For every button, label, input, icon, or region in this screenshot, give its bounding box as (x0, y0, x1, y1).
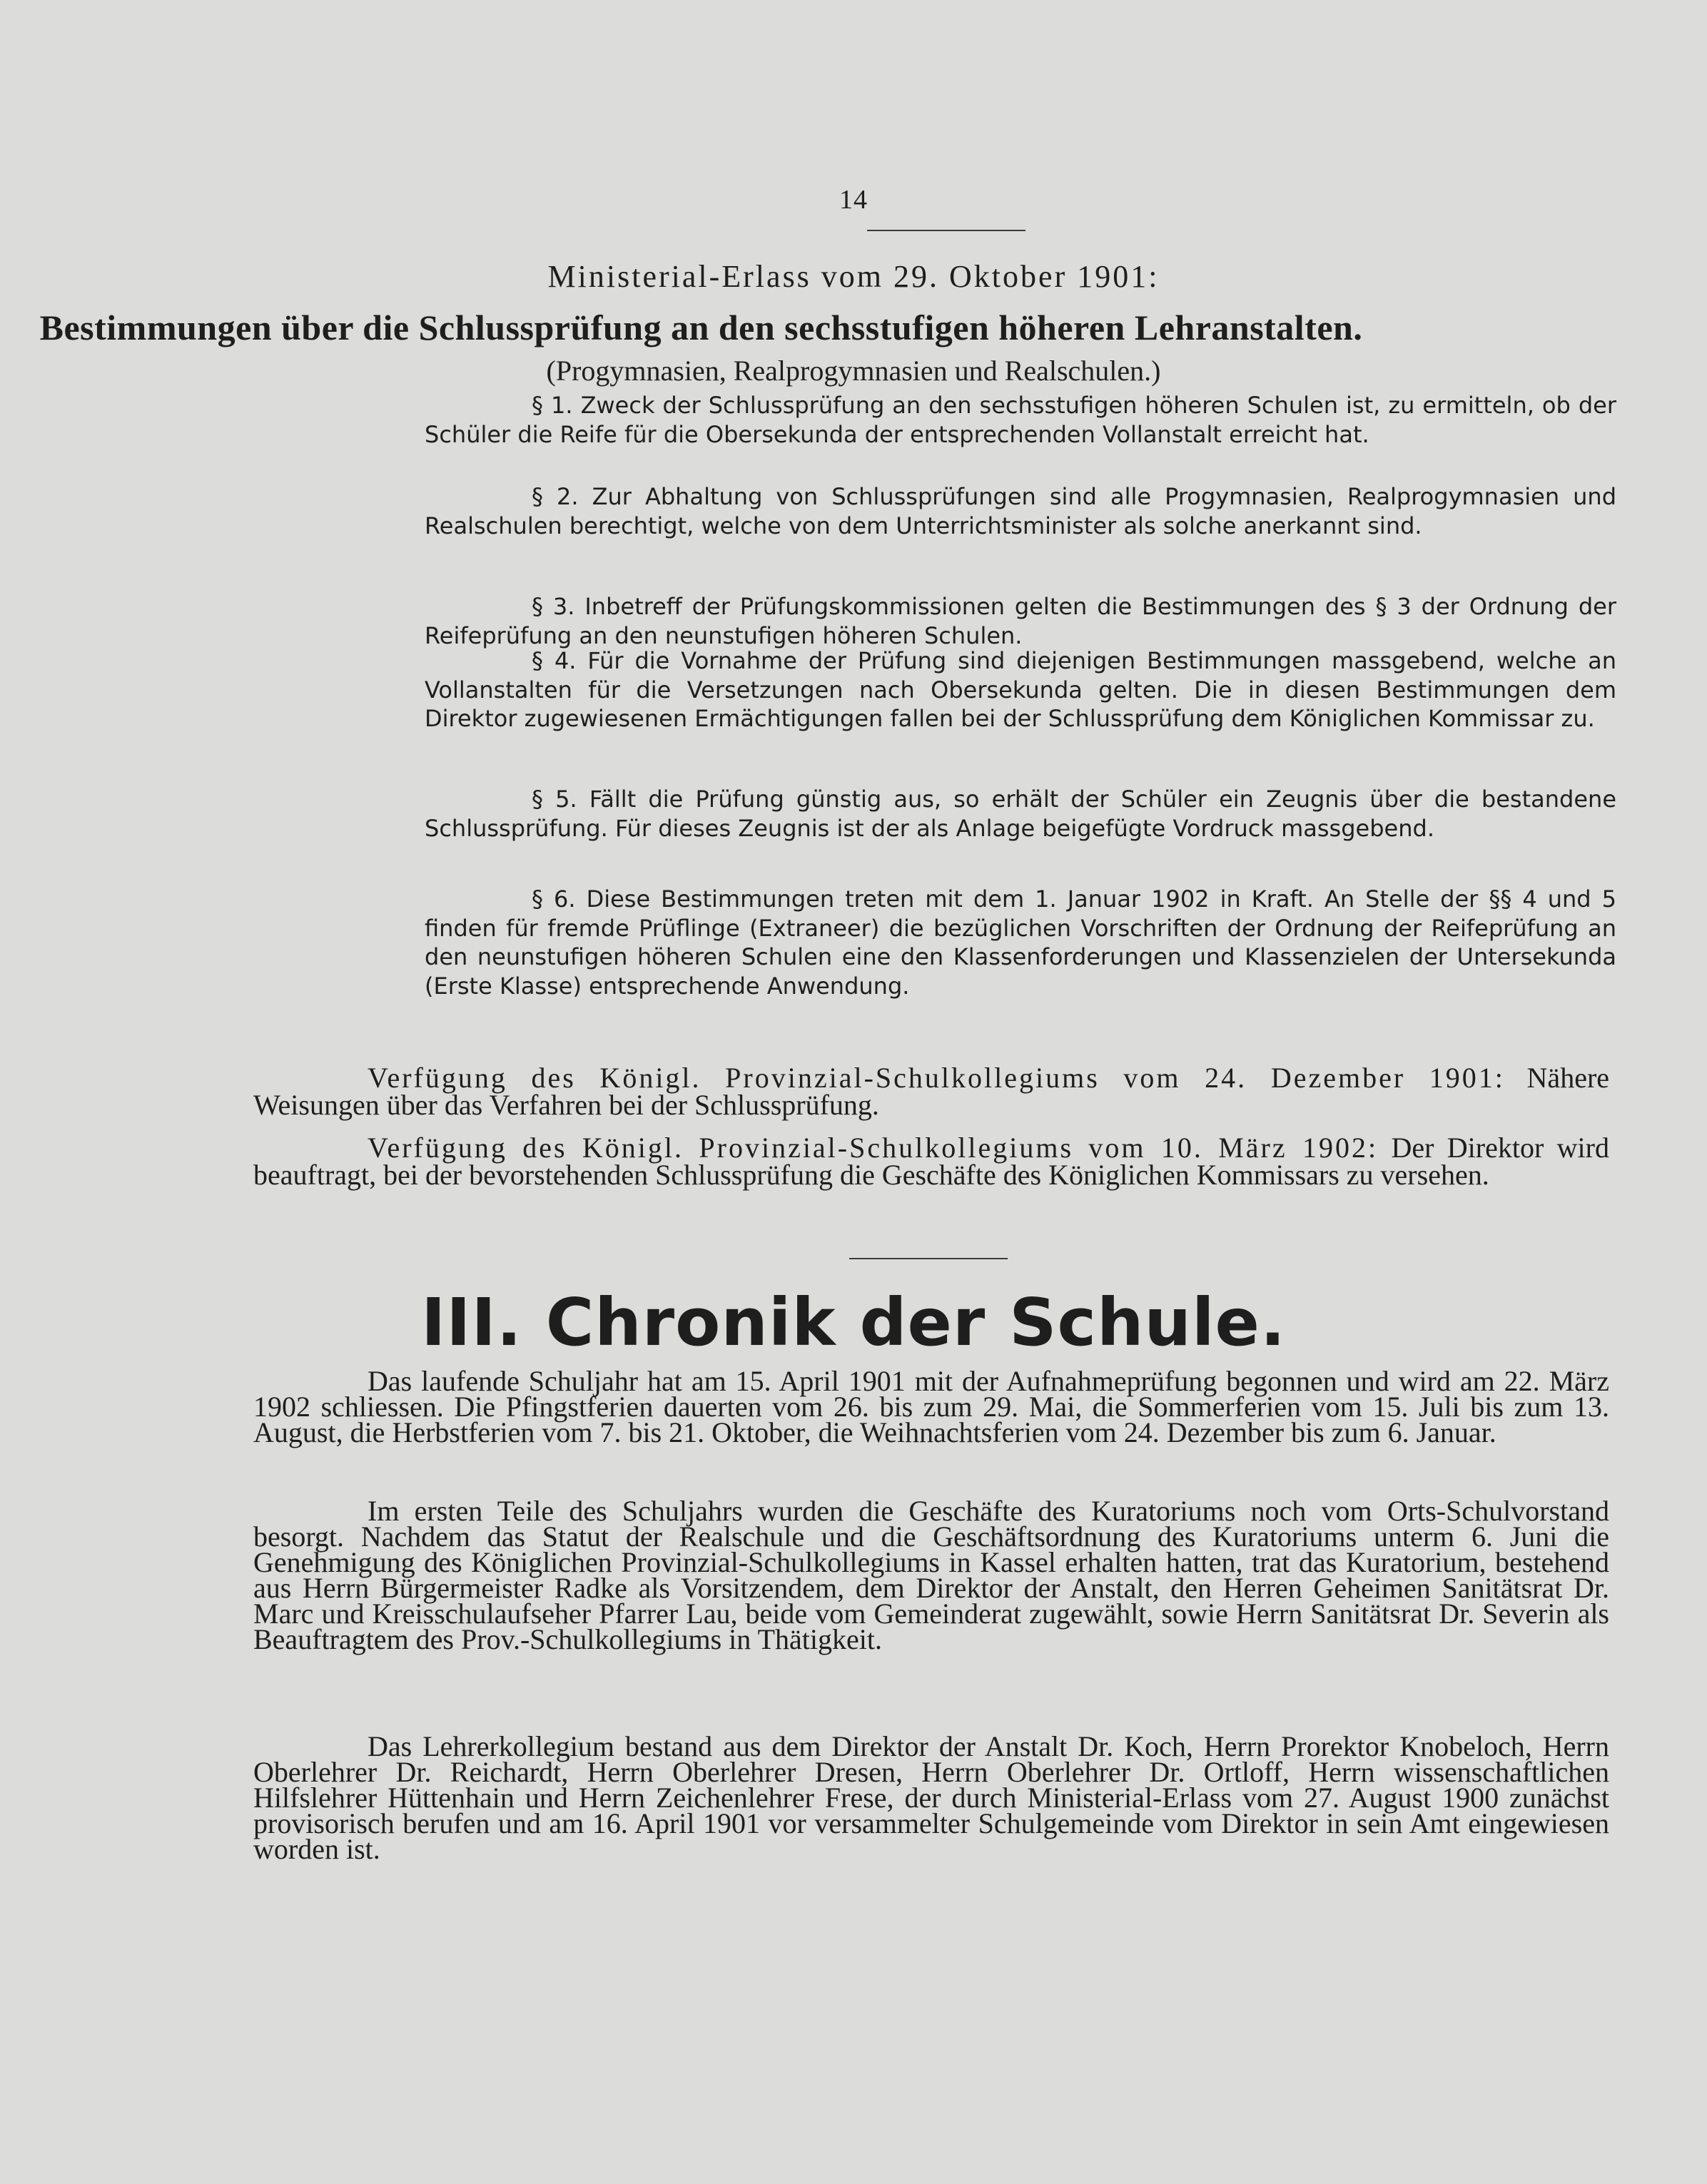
verfuegung-2 (253, 1134, 1609, 1189)
paragraph-text: § 3. Inbetreff der Prüfungskommissionen gelten die Bestimmungen des § 3 der Ordnung der Reifeprüfung an den neunstufigen höheren Schulen. (425, 593, 1616, 649)
verfuegung-1 (253, 1062, 1610, 1121)
decree-paragraph-6 (425, 885, 1616, 1000)
header-rule (867, 230, 1025, 231)
decree-paragraph-2 (425, 482, 1616, 540)
paragraph-text: § 2. Zur Abhaltung von Schlussprüfungen sind alle Progymnasien, Realprogymnasien und Realschulen berechtigt, welche von dem Unterrichtsminister als solche anerkannt sind. (425, 483, 1616, 539)
decree-paragraph-1 (425, 391, 1616, 449)
decree-heading: Bestimmungen über die Schlussprüfung an den sechsstufigen höheren Lehranstalten. (39, 308, 1363, 347)
section-rule (849, 1258, 1008, 1259)
chronicle-paragraph-3 (253, 1730, 1609, 1865)
verfuegung-lead: Verfügung des Königl. Provinzial-Schulkollegiums vom 24. Dezember 1901: (368, 1062, 1505, 1094)
chronicle-paragraph-1 (253, 1365, 1609, 1448)
verfuegung-text: Der Direktor wird beauftragt, bei der bevorstehenden Schlussprüfung die Geschäfte des Königlichen Kommissars zu versehen. (253, 1132, 1609, 1191)
paragraph-text: § 1. Zweck der Schlussprüfung an den sechsstufigen höheren Schulen ist, zu ermitteln, ob der Schüler die Reife für die Obersekunda der entsprechenden Vollanstalt erreicht hat. (425, 392, 1616, 448)
decree-subheading: (Progymnasien, Realprogymnasien und Realschulen.) (546, 355, 1161, 387)
chronicle-title: III. Chronik der Schule. (421, 1284, 1286, 1361)
paragraph-text: § 4. Für die Vornahme der Prüfung sind diejenigen Bestimmungen massgebend, welche an Vollanstalten für die Versetzungen nach Obersekunda gelten. Die in diesen Bestimmungen dem Direktor zugewiesenen Ermächtigungen fallen bei der Schlussprüfung dem Königlichen Kommissar zu. (425, 647, 1616, 732)
verfuegung-lead: Verfügung des Königl. Provinzial-Schulkollegiums vom 10. März 1902: (368, 1132, 1379, 1164)
paragraph-text: § 5. Fällt die Prüfung günstig aus, so erhält der Schüler ein Zeugnis über die bestandene Schlussprüfung. Für dieses Zeugnis ist der als Anlage beigefügte Vordruck massgebend. (425, 786, 1616, 842)
verfuegung-text: Nähere Weisungen über das Verfahren bei der Schlussprüfung. (253, 1062, 1610, 1121)
page-number: 14 (839, 185, 868, 215)
decree-title: Ministerial-Erlass vom 29. Oktober 1901: (547, 259, 1160, 294)
paragraph-text: Im ersten Teile des Schuljahrs wurden die Geschäfte des Kuratoriums noch vom Orts-Schulvorstand besorgt. Nachdem das Statut der Realschule und die Geschäftsordnung des Kuratoriums unterm 6. Juni die Genehmigung des Königlichen Provinzial-Schulkollegiums in Kassel erhalten hatten, trat das Kuratorium, bestehend aus Herrn Bürgermeister Radke als Vorsitzendem, dem Direktor der Anstalt, den Herren Geheimen Sanitätsrat Dr. Marc und Kreisschulaufseher Pfarrer Lau, beide vom Gemeinderat zugewählt, sowie Herrn Sanitätsrat Dr. Severin als Beauftragtem des Prov.-Schulkollegiums in Thätigkeit. (253, 1495, 1609, 1655)
paragraph-text: Das laufende Schuljahr hat am 15. April 1901 mit der Aufnahmeprüfung begonnen und wird am 22. März 1902 schliessen. Die Pfingstferien dauerten vom 26. bis zum 29. Mai, die Sommerferien vom 15. Juli bis zum 13. August, die Herbstferien vom 7. bis 21. Oktober, die Weihnachtsferien vom 24. Dezember bis zum 6. Januar. (253, 1365, 1609, 1448)
paragraph-text: § 6. Diese Bestimmungen treten mit dem 1. Januar 1902 in Kraft. An Stelle der §§ 4 und 5 finden für fremde Prüflinge (Extraneer) die bezüglichen Vorschriften der Ordnung der Reifeprüfung an den neunstufigen höheren Schulen eine den Klassenforderungen und Klassenzielen der Untersekunda (Erste Klasse) entsprechende Anwendung. (425, 885, 1616, 1000)
decree-paragraph-3 (425, 592, 1616, 650)
paragraph-text: Das Lehrerkollegium bestand aus dem Direktor der Anstalt Dr. Koch, Herrn Prorektor Knobeloch, Herrn Oberlehrer Dr. Reichardt, Herrn Oberlehrer Dresen, Herrn Oberlehrer Dr. Ortloff, Herrn wissenschaftlichen Hilfslehrer Hüttenhain und Herrn Zeichenlehrer Frese, der durch Ministerial-Erlass vom 27. August 1900 zunächst provisorisch berufen und am 16. April 1901 vor versammelter Schulgemeinde vom Direktor in sein Amt eingewiesen worden ist. (253, 1730, 1609, 1865)
decree-paragraph-4 (425, 646, 1616, 733)
decree-paragraph-5 (425, 785, 1616, 843)
chronicle-paragraph-2 (253, 1495, 1609, 1655)
